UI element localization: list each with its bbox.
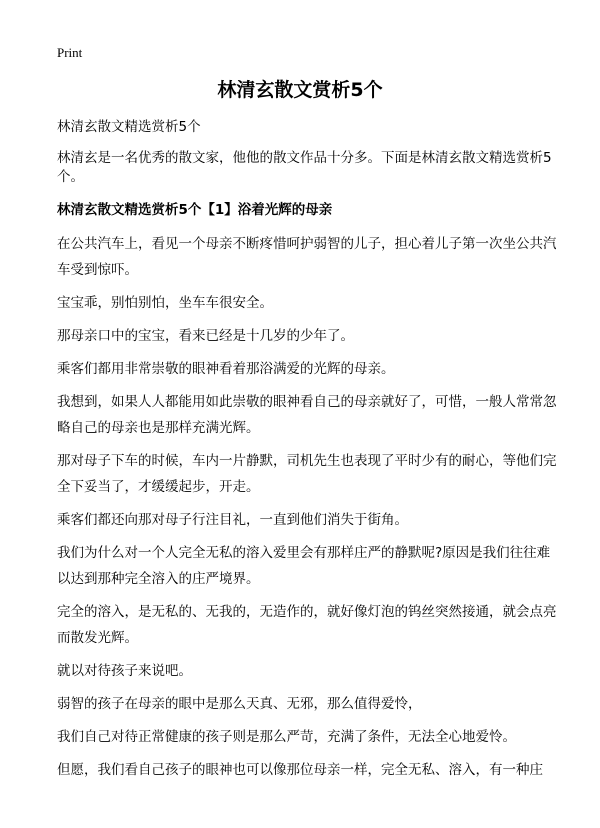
paragraph: 但愿，我们看自己孩子的眼神也可以像那位母亲一样，完全无私、溶入，有一种庄 [57,762,543,778]
document-body [57,118,562,790]
section-heading: 林清玄散文精选赏析5个【1】浴着光辉的母亲 [57,202,333,218]
paragraph: 在公共汽车上，看见一个母亲不断疼惜呵护弱智的儿子，担心着儿子第一次坐公共汽车受到惊吓。 [57,236,557,278]
print-label: Print [57,45,83,60]
document-subtitle: 林清玄散文精选赏析5个 [57,119,201,135]
intro-paragraph: 林清玄是一名优秀的散文家，他他的散文作品十分多。下面是林清玄散文精选赏析5个。 [57,150,552,185]
paragraph: 我想到，如果人人都能用如此崇敬的眼神看自己的母亲就好了，可惜，一般人常常忽略自己的母亲也是那样充满光辉。 [57,394,557,436]
paragraph: 弱智的孩子在母亲的眼中是那么天真、无邪，那么值得爱怜， [57,696,422,712]
paragraph: 那母亲口中的宝宝，看来已经是十几岁的少年了。 [57,328,354,344]
paragraph: 乘客们都还向那对母子行注目礼，一直到他们消失于街角。 [57,512,408,528]
paragraph: 就以对待孩子来说吧。 [57,663,192,679]
paragraph: 乘客们都用非常崇敬的眼神看着那浴满爱的光辉的母亲。 [57,361,395,377]
paragraph: 那对母子下车的时候，车内一片静默，司机先生也表现了平时少有的耐心，等他们完全下妥当了，才缓缓起步，开走。 [57,453,557,495]
document-title: 林清玄散文赏析5个 [217,79,383,101]
paragraph: 我们自己对待正常健康的孩子则是那么严苛，充满了条件，无法全心地爱怜。 [57,729,516,745]
paragraph: 宝宝乖，别怕别怕，坐车车很安全。 [57,295,273,311]
paragraph: 我们为什么对一个人完全无私的溶入爱里会有那样庄严的静默呢?原因是我们往往难以达到那种完全溶入的庄严境界。 [57,545,551,587]
paragraph: 完全的溶入，是无私的、无我的，无造作的，就好像灯泡的钨丝突然接通，就会点亮而散发光辉。 [57,604,557,646]
